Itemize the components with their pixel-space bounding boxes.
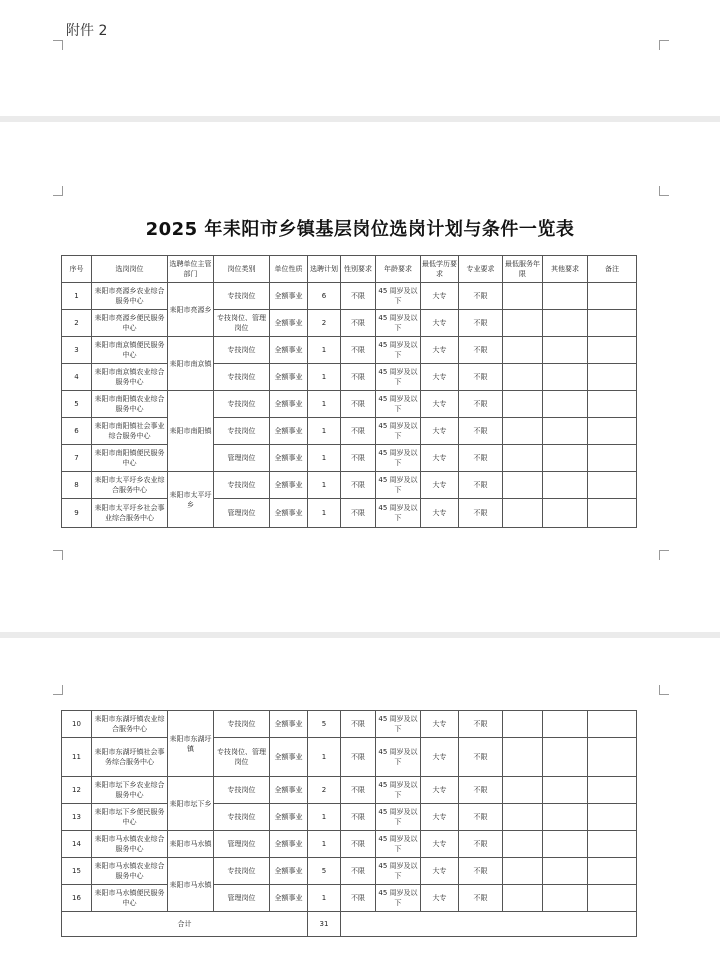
dept-cell: 耒阳市马水镇 xyxy=(168,831,214,858)
service-years-cell xyxy=(503,310,543,337)
gender-cell: 不限 xyxy=(341,337,376,364)
row-number-cell: 1 xyxy=(62,283,92,310)
header-cell: 选岗岗位 xyxy=(92,256,168,283)
other-requirements-cell xyxy=(543,445,588,472)
other-requirements-cell xyxy=(543,777,588,804)
education-cell: 大专 xyxy=(421,337,459,364)
table-header-row xyxy=(62,256,637,283)
other-requirements-cell xyxy=(543,418,588,445)
plan-count-cell: 1 xyxy=(308,364,341,391)
post-cell: 耒阳市南阳镇社会事业综合服务中心 xyxy=(92,418,168,445)
service-years-cell xyxy=(503,499,543,528)
table-row xyxy=(62,831,637,858)
remarks-cell xyxy=(588,283,637,310)
service-years-cell xyxy=(503,418,543,445)
gender-cell: 不限 xyxy=(341,283,376,310)
margin-corner-mark xyxy=(659,685,669,695)
post-type-cell: 管理岗位 xyxy=(214,445,270,472)
remarks-cell xyxy=(588,418,637,445)
education-cell: 大专 xyxy=(421,283,459,310)
post-cell: 耒阳市坛下乡便民服务中心 xyxy=(92,804,168,831)
gender-cell: 不限 xyxy=(341,391,376,418)
gender-cell: 不限 xyxy=(341,418,376,445)
post-type-cell: 专技岗位、管理岗位 xyxy=(214,310,270,337)
unit-nature-cell: 全额事业 xyxy=(270,418,308,445)
margin-corner-mark xyxy=(53,40,63,50)
age-cell: 45 周岁及以下 xyxy=(376,738,421,777)
plan-count-cell: 2 xyxy=(308,310,341,337)
major-cell: 不限 xyxy=(459,310,503,337)
row-number-cell: 12 xyxy=(62,777,92,804)
service-years-cell xyxy=(503,831,543,858)
plan-count-cell: 5 xyxy=(308,711,341,738)
major-cell: 不限 xyxy=(459,885,503,912)
major-cell: 不限 xyxy=(459,472,503,499)
plan-count-cell: 1 xyxy=(308,804,341,831)
unit-nature-cell: 全额事业 xyxy=(270,777,308,804)
education-cell: 大专 xyxy=(421,858,459,885)
major-cell: 不限 xyxy=(459,804,503,831)
header-cell: 最低服务年限 xyxy=(503,256,543,283)
document-title: 2025 年耒阳市乡镇基层岗位选岗计划与条件一览表 xyxy=(145,219,575,240)
remarks-cell xyxy=(588,885,637,912)
major-cell: 不限 xyxy=(459,418,503,445)
table-row xyxy=(62,804,637,831)
header-cell: 岗位类别 xyxy=(214,256,270,283)
header-cell: 选聘计划 xyxy=(308,256,341,283)
education-cell: 大专 xyxy=(421,777,459,804)
gender-cell: 不限 xyxy=(341,885,376,912)
gender-cell: 不限 xyxy=(341,310,376,337)
major-cell: 不限 xyxy=(459,337,503,364)
row-number-cell: 3 xyxy=(62,337,92,364)
plan-count-cell: 1 xyxy=(308,337,341,364)
row-number-cell: 5 xyxy=(62,391,92,418)
other-requirements-cell xyxy=(543,738,588,777)
total-blank xyxy=(341,912,637,937)
plan-count-cell: 1 xyxy=(308,738,341,777)
unit-nature-cell: 全额事业 xyxy=(270,364,308,391)
remarks-cell xyxy=(588,337,637,364)
page-continued xyxy=(0,638,720,975)
margin-corner-mark xyxy=(53,550,63,560)
service-years-cell xyxy=(503,738,543,777)
total-label: 合计 xyxy=(62,912,308,937)
age-cell: 45 周岁及以下 xyxy=(376,499,421,528)
unit-nature-cell: 全额事业 xyxy=(270,445,308,472)
table-row xyxy=(62,391,637,418)
row-number-cell: 16 xyxy=(62,885,92,912)
service-years-cell xyxy=(503,885,543,912)
plan-count-cell: 1 xyxy=(308,885,341,912)
post-cell: 耒阳市坛下乡农业综合服务中心 xyxy=(92,777,168,804)
other-requirements-cell xyxy=(543,711,588,738)
education-cell: 大专 xyxy=(421,310,459,337)
header-cell: 最低学历要求 xyxy=(421,256,459,283)
table-row xyxy=(62,418,637,445)
service-years-cell xyxy=(503,777,543,804)
table-row xyxy=(62,738,637,777)
service-years-cell xyxy=(503,283,543,310)
post-cell: 耒阳市马水镇便民服务中心 xyxy=(92,885,168,912)
post-type-cell: 专技岗位 xyxy=(214,472,270,499)
post-type-cell: 管理岗位 xyxy=(214,885,270,912)
post-cell: 耒阳市亮源乡农业综合服务中心 xyxy=(92,283,168,310)
page-main xyxy=(0,122,720,632)
education-cell: 大专 xyxy=(421,885,459,912)
post-type-cell: 管理岗位 xyxy=(214,499,270,528)
major-cell: 不限 xyxy=(459,831,503,858)
age-cell: 45 周岁及以下 xyxy=(376,310,421,337)
education-cell: 大专 xyxy=(421,391,459,418)
education-cell: 大专 xyxy=(421,445,459,472)
attachment-label: 附件 2 xyxy=(66,23,108,39)
table-row xyxy=(62,885,637,912)
unit-nature-cell: 全额事业 xyxy=(270,831,308,858)
education-cell: 大专 xyxy=(421,418,459,445)
service-years-cell xyxy=(503,711,543,738)
post-cell: 耒阳市南阳镇便民服务中心 xyxy=(92,445,168,472)
plan-count-cell: 1 xyxy=(308,418,341,445)
plan-count-cell: 1 xyxy=(308,472,341,499)
gender-cell: 不限 xyxy=(341,711,376,738)
service-years-cell xyxy=(503,364,543,391)
post-type-cell: 管理岗位 xyxy=(214,831,270,858)
header-cell: 年龄要求 xyxy=(376,256,421,283)
post-cell: 耒阳市南阳镇农业综合服务中心 xyxy=(92,391,168,418)
header-cell: 其他要求 xyxy=(543,256,588,283)
dept-cell: 耒阳市坛下乡 xyxy=(168,777,214,831)
remarks-cell xyxy=(588,499,637,528)
remarks-cell xyxy=(588,711,637,738)
age-cell: 45 周岁及以下 xyxy=(376,391,421,418)
table-row xyxy=(62,283,637,310)
service-years-cell xyxy=(503,391,543,418)
row-number-cell: 2 xyxy=(62,310,92,337)
major-cell: 不限 xyxy=(459,777,503,804)
post-cell: 耒阳市亮源乡便民服务中心 xyxy=(92,310,168,337)
major-cell: 不限 xyxy=(459,391,503,418)
education-cell: 大专 xyxy=(421,804,459,831)
post-cell: 耒阳市东湖圩镇社会事务综合服务中心 xyxy=(92,738,168,777)
post-type-cell: 专技岗位 xyxy=(214,711,270,738)
post-type-cell: 专技岗位 xyxy=(214,418,270,445)
dept-cell: 耒阳市南阳镇 xyxy=(168,391,214,472)
table-row xyxy=(62,472,637,499)
table-row xyxy=(62,711,637,738)
post-type-cell: 专技岗位 xyxy=(214,804,270,831)
unit-nature-cell: 全额事业 xyxy=(270,391,308,418)
other-requirements-cell xyxy=(543,858,588,885)
table-row xyxy=(62,858,637,885)
page-top-fragment xyxy=(0,0,720,116)
table-row xyxy=(62,310,637,337)
other-requirements-cell xyxy=(543,391,588,418)
plan-count-cell: 1 xyxy=(308,831,341,858)
gender-cell: 不限 xyxy=(341,831,376,858)
remarks-cell xyxy=(588,831,637,858)
gender-cell: 不限 xyxy=(341,364,376,391)
other-requirements-cell xyxy=(543,804,588,831)
dept-cell: 耒阳市亮源乡 xyxy=(168,283,214,337)
row-number-cell: 14 xyxy=(62,831,92,858)
plan-count-cell: 5 xyxy=(308,858,341,885)
margin-corner-mark xyxy=(659,186,669,196)
gender-cell: 不限 xyxy=(341,445,376,472)
job-plan-table-continued xyxy=(61,710,637,937)
margin-corner-mark xyxy=(53,186,63,196)
age-cell: 45 周岁及以下 xyxy=(376,283,421,310)
remarks-cell xyxy=(588,445,637,472)
header-cell: 选聘单位主管部门 xyxy=(168,256,214,283)
header-cell: 备注 xyxy=(588,256,637,283)
plan-count-cell: 6 xyxy=(308,283,341,310)
gender-cell: 不限 xyxy=(341,804,376,831)
plan-count-cell: 1 xyxy=(308,445,341,472)
gender-cell: 不限 xyxy=(341,472,376,499)
total-value: 31 xyxy=(308,912,341,937)
job-plan-table xyxy=(61,255,637,528)
row-number-cell: 11 xyxy=(62,738,92,777)
row-number-cell: 7 xyxy=(62,445,92,472)
dept-cell: 耒阳市东湖圩镇 xyxy=(168,711,214,777)
age-cell: 45 周岁及以下 xyxy=(376,364,421,391)
unit-nature-cell: 全额事业 xyxy=(270,472,308,499)
post-cell: 耒阳市太平圩乡农业综合服务中心 xyxy=(92,472,168,499)
post-type-cell: 专技岗位 xyxy=(214,777,270,804)
unit-nature-cell: 全额事业 xyxy=(270,738,308,777)
remarks-cell xyxy=(588,777,637,804)
age-cell: 45 周岁及以下 xyxy=(376,445,421,472)
service-years-cell xyxy=(503,472,543,499)
plan-count-cell: 2 xyxy=(308,777,341,804)
remarks-cell xyxy=(588,858,637,885)
remarks-cell xyxy=(588,804,637,831)
age-cell: 45 周岁及以下 xyxy=(376,831,421,858)
header-cell: 性别要求 xyxy=(341,256,376,283)
other-requirements-cell xyxy=(543,472,588,499)
row-number-cell: 8 xyxy=(62,472,92,499)
post-type-cell: 专技岗位 xyxy=(214,364,270,391)
row-number-cell: 10 xyxy=(62,711,92,738)
remarks-cell xyxy=(588,310,637,337)
remarks-cell xyxy=(588,738,637,777)
other-requirements-cell xyxy=(543,364,588,391)
other-requirements-cell xyxy=(543,310,588,337)
post-cell: 耒阳市太平圩乡社会事业综合服务中心 xyxy=(92,499,168,528)
gender-cell: 不限 xyxy=(341,858,376,885)
remarks-cell xyxy=(588,391,637,418)
post-cell: 耒阳市南京镇农业综合服务中心 xyxy=(92,364,168,391)
row-number-cell: 6 xyxy=(62,418,92,445)
major-cell: 不限 xyxy=(459,711,503,738)
unit-nature-cell: 全额事业 xyxy=(270,885,308,912)
remarks-cell xyxy=(588,472,637,499)
unit-nature-cell: 全额事业 xyxy=(270,858,308,885)
row-number-cell: 4 xyxy=(62,364,92,391)
margin-corner-mark xyxy=(659,550,669,560)
header-cell: 单位性质 xyxy=(270,256,308,283)
unit-nature-cell: 全额事业 xyxy=(270,711,308,738)
table-row xyxy=(62,337,637,364)
unit-nature-cell: 全额事业 xyxy=(270,310,308,337)
education-cell: 大专 xyxy=(421,499,459,528)
age-cell: 45 周岁及以下 xyxy=(376,711,421,738)
plan-count-cell: 1 xyxy=(308,391,341,418)
dept-cell: 耒阳市太平圩乡 xyxy=(168,472,214,528)
post-type-cell: 专技岗位 xyxy=(214,858,270,885)
service-years-cell xyxy=(503,337,543,364)
post-type-cell: 专技岗位 xyxy=(214,337,270,364)
header-cell: 专业要求 xyxy=(459,256,503,283)
major-cell: 不限 xyxy=(459,445,503,472)
unit-nature-cell: 全额事业 xyxy=(270,337,308,364)
major-cell: 不限 xyxy=(459,738,503,777)
total-row xyxy=(62,912,637,937)
table-row xyxy=(62,364,637,391)
major-cell: 不限 xyxy=(459,364,503,391)
plan-count-cell: 1 xyxy=(308,499,341,528)
unit-nature-cell: 全额事业 xyxy=(270,283,308,310)
age-cell: 45 周岁及以下 xyxy=(376,418,421,445)
post-type-cell: 专技岗位 xyxy=(214,391,270,418)
education-cell: 大专 xyxy=(421,738,459,777)
row-number-cell: 9 xyxy=(62,499,92,528)
major-cell: 不限 xyxy=(459,858,503,885)
education-cell: 大专 xyxy=(421,831,459,858)
education-cell: 大专 xyxy=(421,472,459,499)
major-cell: 不限 xyxy=(459,283,503,310)
age-cell: 45 周岁及以下 xyxy=(376,804,421,831)
service-years-cell xyxy=(503,858,543,885)
age-cell: 45 周岁及以下 xyxy=(376,885,421,912)
unit-nature-cell: 全额事业 xyxy=(270,804,308,831)
other-requirements-cell xyxy=(543,831,588,858)
age-cell: 45 周岁及以下 xyxy=(376,337,421,364)
dept-cell: 耒阳市马水镇 xyxy=(168,858,214,912)
service-years-cell xyxy=(503,445,543,472)
row-number-cell: 15 xyxy=(62,858,92,885)
education-cell: 大专 xyxy=(421,711,459,738)
gender-cell: 不限 xyxy=(341,738,376,777)
table-row xyxy=(62,777,637,804)
margin-corner-mark xyxy=(659,40,669,50)
remarks-cell xyxy=(588,364,637,391)
gender-cell: 不限 xyxy=(341,499,376,528)
dept-cell: 耒阳市南京镇 xyxy=(168,337,214,391)
post-cell: 耒阳市南京镇便民服务中心 xyxy=(92,337,168,364)
other-requirements-cell xyxy=(543,337,588,364)
education-cell: 大专 xyxy=(421,364,459,391)
age-cell: 45 周岁及以下 xyxy=(376,777,421,804)
post-cell: 耒阳市马水镇农业综合服务中心 xyxy=(92,858,168,885)
post-type-cell: 专技岗位 xyxy=(214,283,270,310)
other-requirements-cell xyxy=(543,283,588,310)
post-cell: 耒阳市东湖圩镇农业综合服务中心 xyxy=(92,711,168,738)
row-number-cell: 13 xyxy=(62,804,92,831)
gender-cell: 不限 xyxy=(341,777,376,804)
other-requirements-cell xyxy=(543,885,588,912)
service-years-cell xyxy=(503,804,543,831)
post-cell: 耒阳市马水镇农业综合服务中心 xyxy=(92,831,168,858)
post-type-cell: 专技岗位、管理岗位 xyxy=(214,738,270,777)
table-row xyxy=(62,499,637,528)
age-cell: 45 周岁及以下 xyxy=(376,472,421,499)
unit-nature-cell: 全额事业 xyxy=(270,499,308,528)
table-row xyxy=(62,445,637,472)
age-cell: 45 周岁及以下 xyxy=(376,858,421,885)
major-cell: 不限 xyxy=(459,499,503,528)
header-cell: 序号 xyxy=(62,256,92,283)
margin-corner-mark xyxy=(53,685,63,695)
other-requirements-cell xyxy=(543,499,588,528)
